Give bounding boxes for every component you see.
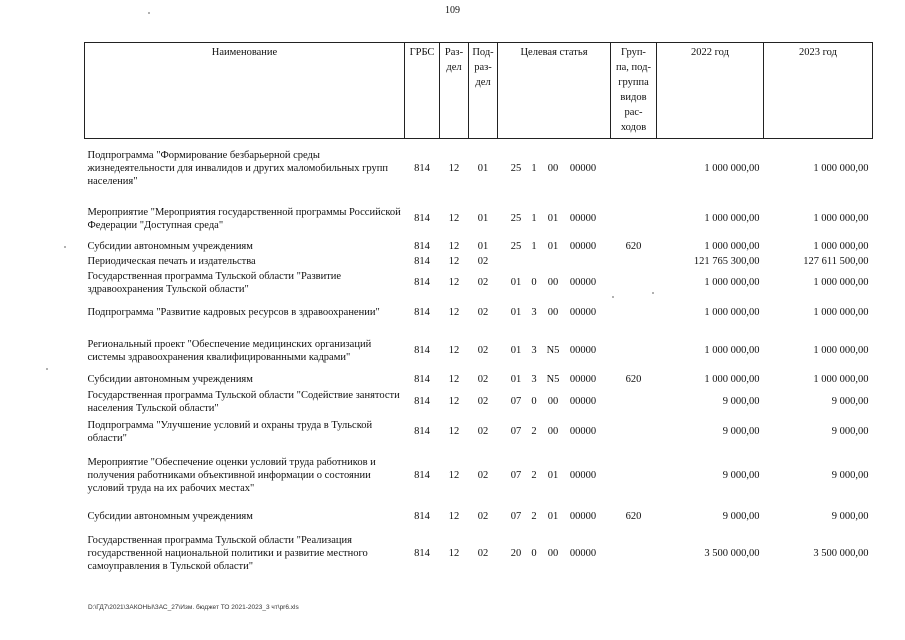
row-2023-amount-cell: 1 000 000,00 <box>813 213 869 224</box>
target-article-segment: 3 <box>531 307 537 318</box>
row-grbs-cell: 814 <box>414 163 430 175</box>
target-article-segment: 0 <box>531 396 537 407</box>
target-article-segment: 07 <box>510 511 522 522</box>
row-expense-group-cell: 620 <box>625 511 642 522</box>
table-row <box>85 417 873 447</box>
row-2023-amount-cell: 9 000,00 <box>831 470 869 481</box>
row-target-article-cell <box>498 529 611 579</box>
target-article-segment: 1 <box>531 213 537 224</box>
row-2022-amount-cell: 1 000 000,00 <box>704 241 760 252</box>
target-article-segment: 00000 <box>569 277 597 288</box>
target-article-segment: 01 <box>547 511 559 522</box>
target-article-segment: 00000 <box>569 470 597 481</box>
target-article-segment: 00000 <box>569 345 597 356</box>
row-subsection-cell: 02 <box>477 277 489 288</box>
row-2022-amount-cell: 9 000,00 <box>722 470 760 481</box>
row-section-cell: 12 <box>448 163 460 175</box>
row-2022-amount-cell: 1 000 000,00 <box>704 307 760 318</box>
row-name-cell: Подпрограмма "Развитие кадровых ресурсов в здравоохранении" <box>87 307 380 318</box>
row-name-cell: Субсидии автономным учреждениям <box>87 374 253 385</box>
row-target-article-cell <box>498 139 611 199</box>
table-row <box>85 387 873 417</box>
row-expense-group-cell <box>611 329 657 373</box>
target-article-segment: 2 <box>531 426 537 437</box>
row-2022-amount-cell: 3 500 000,00 <box>704 548 760 559</box>
row-expense-group-cell <box>611 269 657 297</box>
row-grbs-cell: 814 <box>414 396 430 407</box>
target-article-segment: 00 <box>547 277 559 288</box>
row-target-article-cell <box>498 297 611 329</box>
row-grbs-cell: 814 <box>414 374 430 385</box>
target-article-segment: 25 <box>510 213 522 224</box>
row-2022-amount-cell: 1 000 000,00 <box>704 374 760 385</box>
target-article-segment: N5 <box>546 374 560 385</box>
row-2023-amount-cell: 1 000 000,00 <box>813 307 869 318</box>
scan-speck <box>46 368 48 370</box>
table-row <box>85 199 873 239</box>
target-article-segment: 00000 <box>569 374 597 385</box>
row-name-cell: Субсидии автономным учреждениям <box>87 241 253 252</box>
row-2023-amount-cell: 1 000 000,00 <box>813 277 869 288</box>
target-article-segment: 1 <box>531 241 537 252</box>
target-article-segment: 0 <box>531 277 537 288</box>
table-header-row <box>85 43 873 139</box>
row-expense-group-cell <box>611 297 657 329</box>
target-article-segment: 01 <box>547 213 559 224</box>
row-section-cell: 12 <box>448 426 460 437</box>
row-expense-group-cell <box>611 387 657 417</box>
row-section-cell: 12 <box>448 374 460 385</box>
row-grbs-cell: 814 <box>414 470 430 481</box>
target-article-segment: 00 <box>547 548 559 559</box>
row-grbs-cell: 814 <box>414 241 430 252</box>
row-2023-amount-cell: 127 611 500,00 <box>803 256 869 267</box>
row-grbs-cell: 814 <box>414 256 430 267</box>
row-name-cell: Региональный проект "Обеспечение медицинских организаций системы здравоохранения квалифицированными кадрами" <box>87 338 372 363</box>
row-expense-group-cell <box>611 447 657 505</box>
table-row <box>85 255 873 269</box>
target-article-segment: 3 <box>531 374 537 385</box>
row-subsection-cell: 02 <box>477 511 489 522</box>
row-name-cell: Подпрограмма "Улучшение условий и охраны труда в Тульской области" <box>87 419 373 444</box>
row-target-article-cell <box>498 447 611 505</box>
row-2023-amount-cell: 9 000,00 <box>831 511 869 522</box>
target-article-segment: 00000 <box>569 241 597 252</box>
target-article-segment: 25 <box>510 163 522 175</box>
table-row <box>85 239 873 255</box>
scan-speck <box>612 296 614 298</box>
row-2023-amount-cell: 3 500 000,00 <box>813 548 869 559</box>
header-expense-group: Груп- па, под- группа видов рас- ходов <box>611 43 657 139</box>
target-article-segment: 07 <box>510 470 522 481</box>
row-expense-group-cell <box>611 529 657 579</box>
row-expense-group-cell <box>611 199 657 239</box>
table-row <box>85 505 873 529</box>
row-name-cell: Подпрограмма "Формирование безбарьерной среды жизнедеятельности для инвалидов и других маломобильных групп населения" <box>87 150 388 188</box>
target-article-segment: 01 <box>547 241 559 252</box>
table-row <box>85 329 873 373</box>
row-grbs-cell: 814 <box>414 345 430 356</box>
target-article-segment: 00000 <box>569 396 597 407</box>
row-subsection-cell: 02 <box>477 470 489 481</box>
row-subsection-cell: 01 <box>477 241 489 252</box>
row-subsection-cell: 02 <box>477 345 489 356</box>
row-grbs-cell: 814 <box>414 277 430 288</box>
header-grbs: ГРБС <box>405 43 440 139</box>
scan-speck <box>652 292 654 294</box>
target-article-segment: 01 <box>510 307 522 318</box>
row-name-cell: Государственная программа Тульской области "Реализация государственной национальной политики и развитие местного самоуправления в Тульской области" <box>87 535 368 572</box>
page-number: 109 <box>445 5 460 16</box>
file-path-footer: D:\ГД7\2021\ЗАКОНЫ\ЗАС_27\Изм. бюджет ТО 2021-2023_3 чт\pr6.xls <box>88 604 299 611</box>
target-article-segment: 1 <box>531 163 537 175</box>
target-article-segment: 01 <box>510 345 522 356</box>
row-target-article-cell <box>498 417 611 447</box>
header-section: Раз- дел <box>440 43 469 139</box>
row-subsection-cell: 01 <box>477 213 489 224</box>
row-name-cell: Мероприятие "Мероприятия государственной программы Российской Федерации "Доступная среда" <box>87 206 401 231</box>
scan-speck <box>148 12 150 14</box>
row-expense-group-cell <box>611 417 657 447</box>
target-article-segment: 2 <box>531 470 537 481</box>
target-article-segment: 00000 <box>569 213 597 224</box>
row-2022-amount-cell: 9 000,00 <box>722 396 760 407</box>
row-2023-amount-cell: 9 000,00 <box>831 396 869 407</box>
row-section-cell: 12 <box>448 548 460 559</box>
target-article-segment: 25 <box>510 241 522 252</box>
target-article-segment: 00000 <box>569 511 597 522</box>
target-article-segment: 07 <box>510 426 522 437</box>
row-expense-group-cell: 620 <box>625 374 642 385</box>
row-subsection-cell: 02 <box>477 396 489 407</box>
row-2022-amount-cell: 1 000 000,00 <box>704 345 760 356</box>
row-2023-amount-cell: 1 000 000,00 <box>813 163 869 175</box>
row-section-cell: 12 <box>448 396 460 407</box>
row-section-cell: 12 <box>448 470 460 481</box>
row-2022-amount-cell: 1 000 000,00 <box>704 163 760 175</box>
row-target-article-cell <box>498 269 611 297</box>
row-section-cell: 12 <box>448 307 460 318</box>
row-2022-amount-cell: 9 000,00 <box>722 511 760 522</box>
row-subsection-cell: 02 <box>477 548 489 559</box>
row-expense-group-cell <box>611 139 657 199</box>
target-article-segment: 00000 <box>569 163 597 175</box>
row-2023-amount-cell: 1 000 000,00 <box>813 374 869 385</box>
table-row <box>85 139 873 199</box>
table-row <box>85 269 873 297</box>
row-section-cell: 12 <box>448 345 460 356</box>
target-article-segment: 00 <box>547 163 559 175</box>
target-article-segment: 00 <box>547 426 559 437</box>
target-article-segment: 00 <box>547 396 559 407</box>
row-subsection-cell: 02 <box>477 256 489 267</box>
row-2022-amount-cell: 1 000 000,00 <box>704 277 760 288</box>
row-subsection-cell: 02 <box>477 307 489 318</box>
target-article-segment: 00000 <box>569 307 597 318</box>
row-2023-amount-cell: 1 000 000,00 <box>813 241 869 252</box>
row-target-article-cell <box>498 373 611 387</box>
row-target-article-cell <box>498 387 611 417</box>
row-subsection-cell: 01 <box>477 163 489 175</box>
row-target-article-cell <box>498 239 611 255</box>
target-article-segment: 01 <box>510 374 522 385</box>
row-grbs-cell: 814 <box>414 426 430 437</box>
target-article-segment: 0 <box>531 548 537 559</box>
row-section-cell: 12 <box>448 213 460 224</box>
target-article-segment: 00000 <box>569 426 597 437</box>
header-2023: 2023 год <box>764 43 873 139</box>
budget-table <box>84 42 873 579</box>
target-article-segment: 01 <box>510 277 522 288</box>
row-section-cell: 12 <box>448 277 460 288</box>
row-target-article-cell <box>498 255 611 269</box>
header-2022: 2022 год <box>657 43 764 139</box>
row-expense-group-cell <box>611 255 657 269</box>
target-article-segment: N5 <box>546 345 560 356</box>
target-article-segment: 00 <box>547 307 559 318</box>
target-article-segment: 00000 <box>569 548 597 559</box>
row-subsection-cell: 02 <box>477 426 489 437</box>
target-article-segment: 2 <box>531 511 537 522</box>
row-grbs-cell: 814 <box>414 511 430 522</box>
row-2022-amount-cell: 121 765 300,00 <box>693 256 760 267</box>
row-target-article-cell <box>498 505 611 529</box>
row-name-cell: Периодическая печать и издательства <box>87 256 256 267</box>
row-section-cell: 12 <box>448 256 460 267</box>
target-article-segment: 20 <box>510 548 522 559</box>
table-row <box>85 297 873 329</box>
row-name-cell: Мероприятие "Обеспечение оценки условий труда работников и получения работниками объективной информации о состоянии условий труда на их рабочих местах" <box>87 457 376 494</box>
row-2022-amount-cell: 9 000,00 <box>722 426 760 437</box>
row-target-article-cell <box>498 329 611 373</box>
row-section-cell: 12 <box>448 241 460 252</box>
header-target-article: Целевая статья <box>498 43 611 139</box>
row-grbs-cell: 814 <box>414 548 430 559</box>
target-article-segment: 07 <box>510 396 522 407</box>
scan-speck <box>64 246 66 248</box>
row-expense-group-cell: 620 <box>625 241 642 252</box>
row-section-cell: 12 <box>448 511 460 522</box>
target-article-segment: 01 <box>547 470 559 481</box>
row-subsection-cell: 02 <box>477 374 489 385</box>
header-subsection: Под- раз- дел <box>469 43 498 139</box>
row-2023-amount-cell: 9 000,00 <box>831 426 869 437</box>
row-grbs-cell: 814 <box>414 213 430 224</box>
table-row <box>85 447 873 505</box>
row-name-cell: Государственная программа Тульской области "Содействие занятости населения Тульской области" <box>87 389 400 414</box>
row-name-cell: Субсидии автономным учреждениям <box>87 511 253 522</box>
row-name-cell: Государственная программа Тульской области "Развитие здравоохранения Тульской области" <box>87 270 342 295</box>
target-article-segment: 3 <box>531 345 537 356</box>
row-target-article-cell <box>498 199 611 239</box>
row-2023-amount-cell: 1 000 000,00 <box>813 345 869 356</box>
table-row <box>85 373 873 387</box>
row-2022-amount-cell: 1 000 000,00 <box>704 213 760 224</box>
table-row <box>85 529 873 579</box>
header-name: Наименование <box>85 43 405 139</box>
row-grbs-cell: 814 <box>414 307 430 318</box>
